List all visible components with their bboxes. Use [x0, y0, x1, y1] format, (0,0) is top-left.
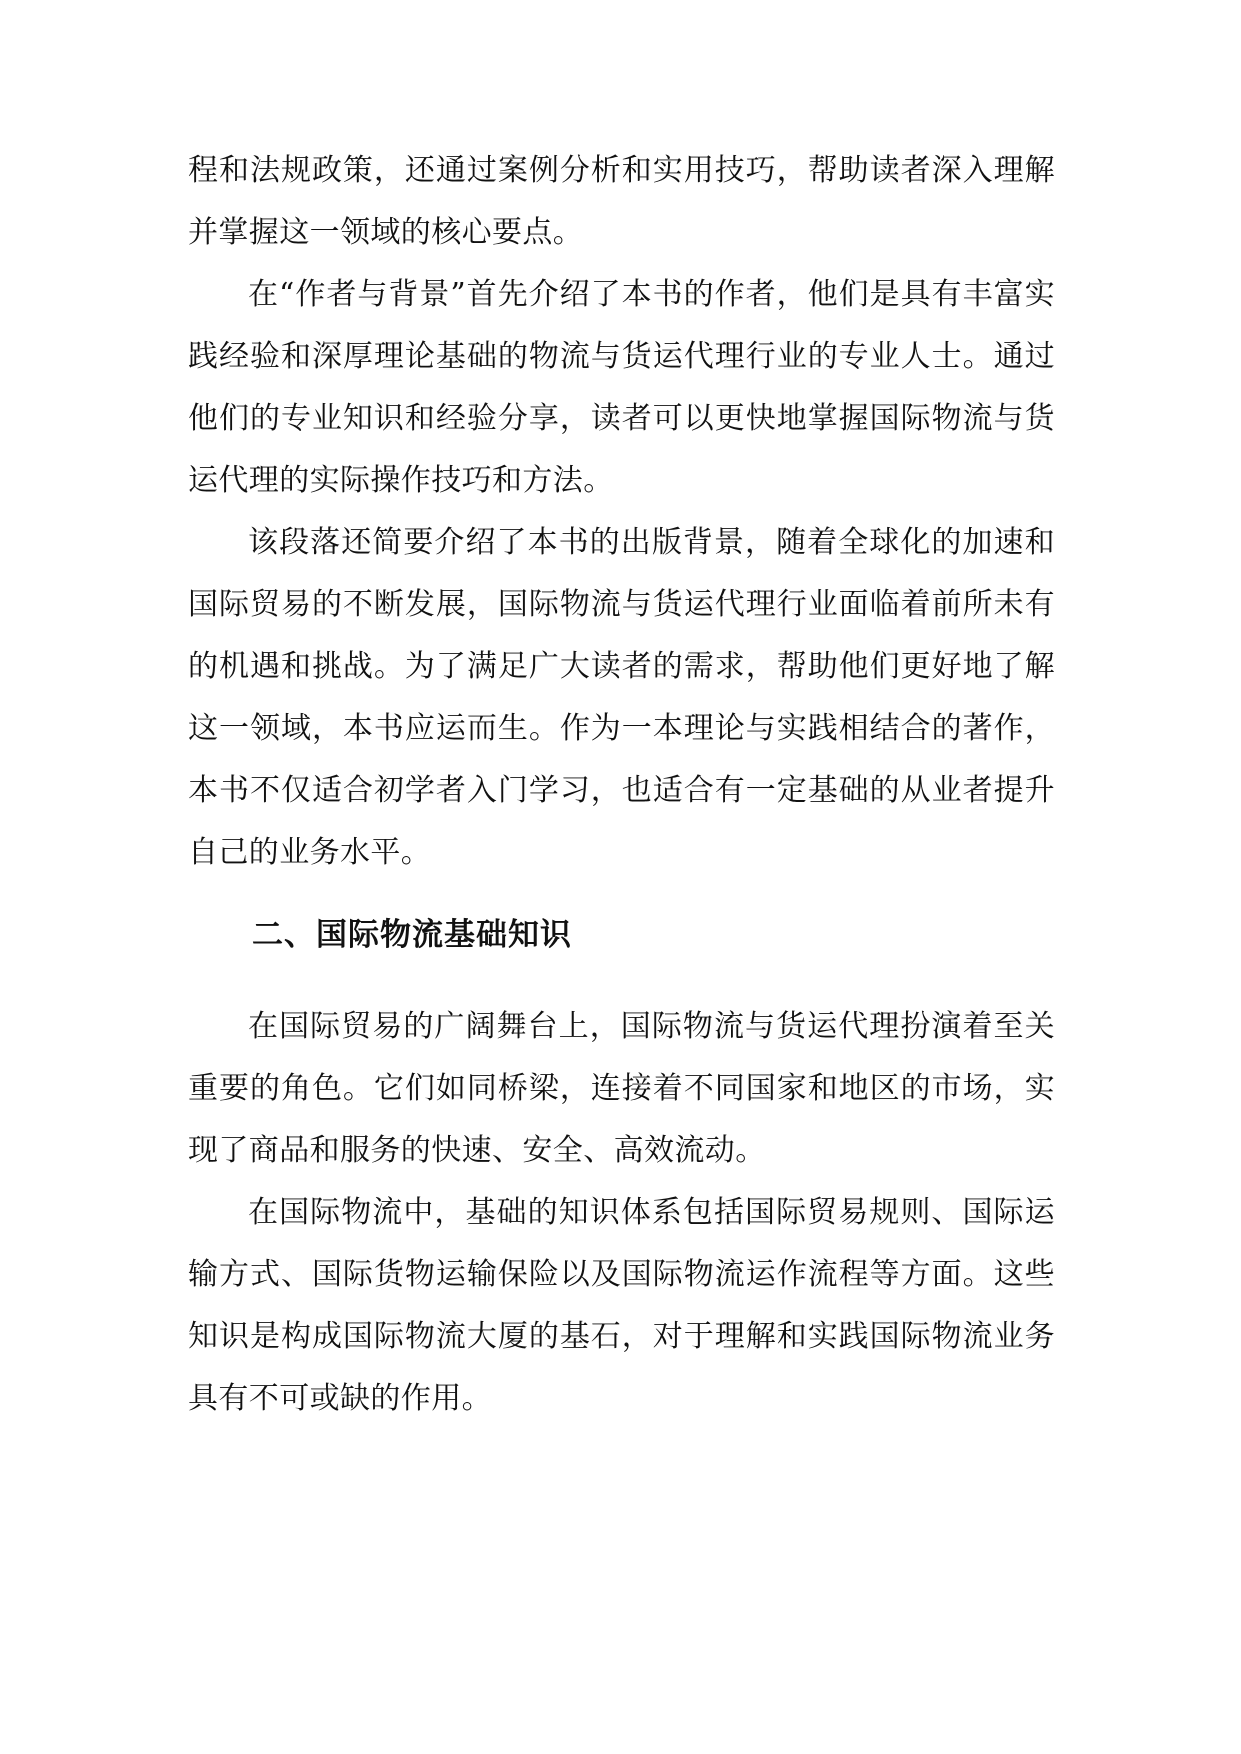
section-paragraph-2: 在国际物流中，基础的知识体系包括国际贸易规则、国际运输方式、国际货物运输保险以及国际物流运作流程等方面。这些知识是构成国际物流大厦的基石，对于理解和实践国际物流业务具有不可或缺的作用。 — [188, 1195, 1055, 1416]
section-paragraph-1: 在国际贸易的广阔舞台上，国际物流与货运代理扮演着至关重要的角色。它们如同桥梁，连接着不同国家和地区的市场，实现了商品和服务的快速、安全、高效流动。 — [188, 1009, 1055, 1168]
document-body — [188, 140, 1055, 1430]
section-heading: 二、国际物流基础知识 — [252, 917, 572, 953]
intro-continuation-paragraph: 程和法规政策，还通过案例分析和实用技巧，帮助读者深入理解并掌握这一领域的核心要点。 — [188, 153, 1055, 250]
publication-background-paragraph: 该段落还简要介绍了本书的出版背景，随着全球化的加速和国际贸易的不断发展，国际物流与货运代理行业面临着前所未有的机遇和挑战。为了满足广大读者的需求，帮助他们更好地了解这一领域，本书应运而生。作为一本理论与实践相结合的著作，本书不仅适合初学者入门学习，也适合有一定基础的从业者提升自己的业务水平。 — [188, 525, 1055, 870]
author-background-paragraph: 在“作者与背景”首先介绍了本书的作者，他们是具有丰富实践经验和深厚理论基础的物流与货运代理行业的专业人士。通过他们的专业知识和经验分享，读者可以更快地掌握国际物流与货运代理的实际操作技巧和方法。 — [188, 277, 1055, 498]
